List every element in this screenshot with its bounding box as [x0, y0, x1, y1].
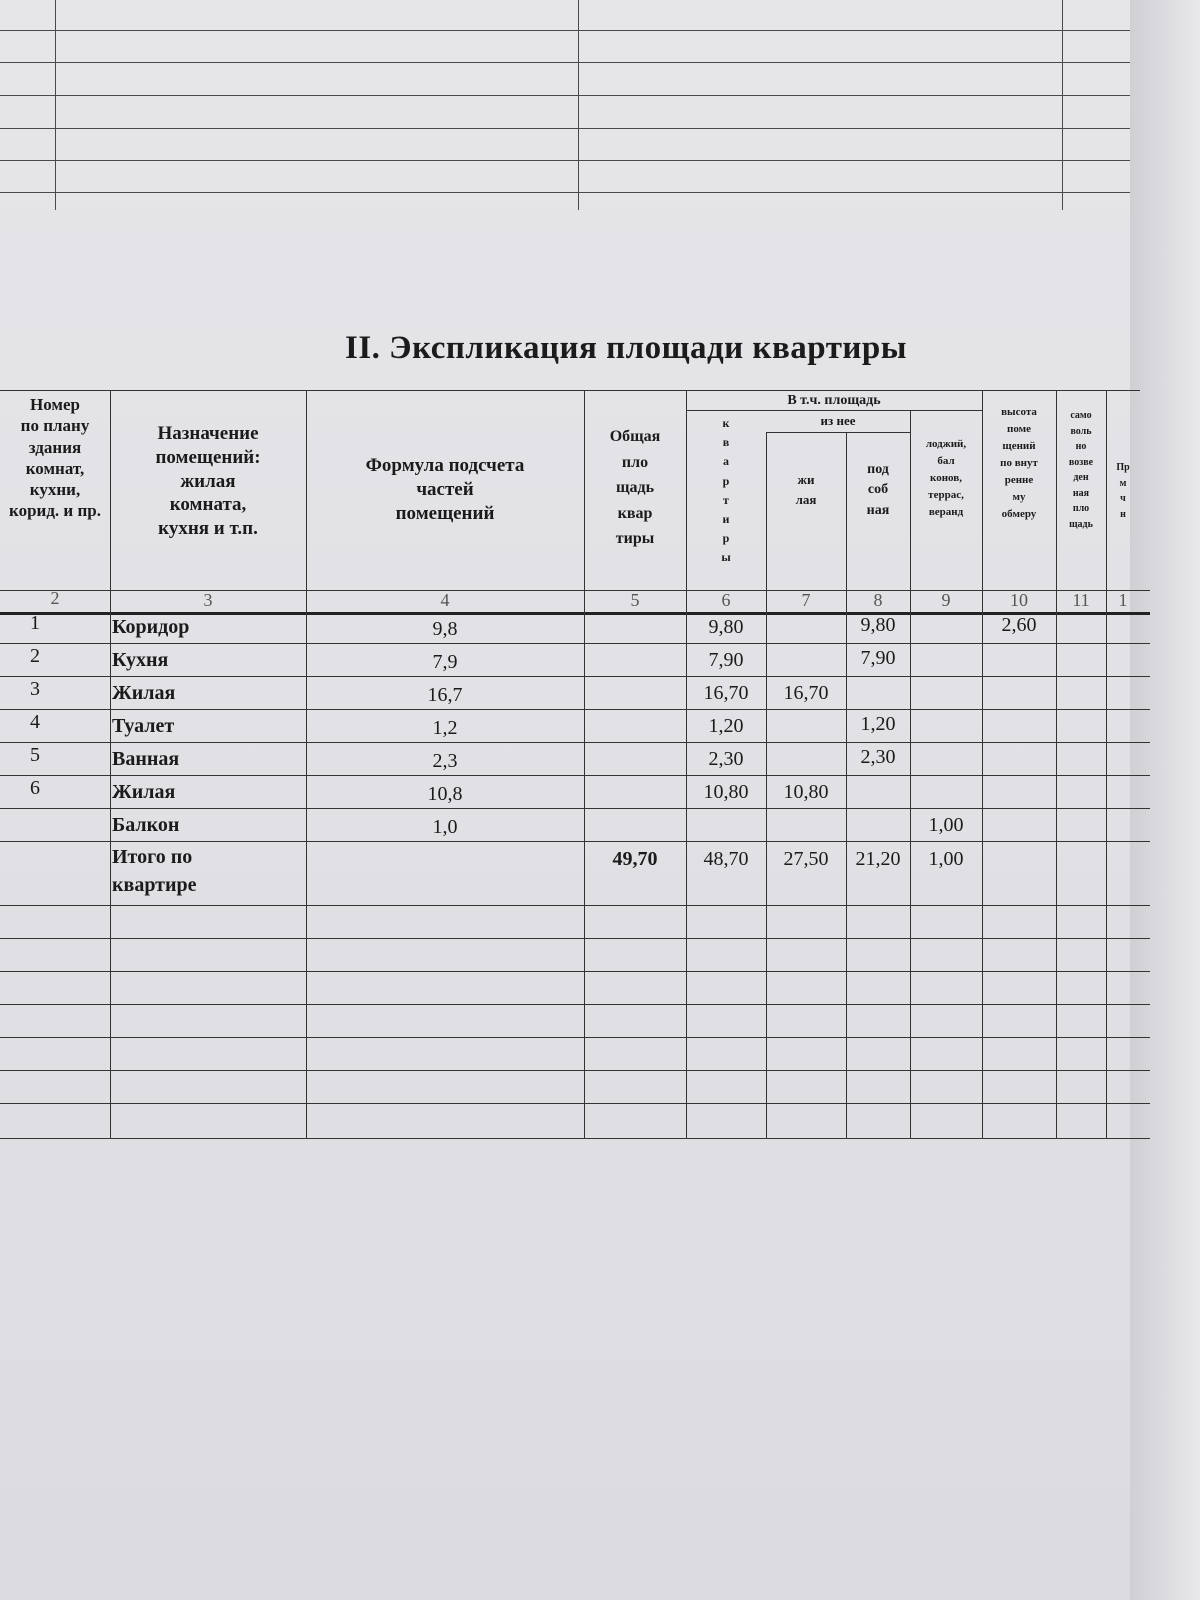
auxiliary-area: 7,90 — [860, 647, 896, 669]
header-including-area: В т.ч. площадь — [787, 393, 881, 408]
grid-line — [0, 95, 1130, 96]
balcony-area: 1,00 — [928, 814, 964, 836]
total-label-line1: Итого по — [112, 846, 193, 868]
room-formula: 1,0 — [432, 816, 458, 838]
total-apartment-area: 48,70 — [703, 848, 749, 870]
column-number: 4 — [440, 590, 450, 610]
room-name: Кухня — [112, 649, 169, 671]
room-formula: 10,8 — [427, 783, 463, 805]
room-name: Туалет — [112, 715, 175, 737]
column-number: 6 — [721, 590, 731, 610]
apartment-area: 16,70 — [703, 682, 749, 704]
room-name: Ванная — [112, 748, 180, 770]
room-name: Жилая — [112, 781, 176, 803]
previous-table-grid — [0, 0, 1130, 210]
apartment-area: 1,20 — [708, 715, 744, 737]
column-number: 3 — [203, 590, 213, 610]
grid-line — [578, 0, 579, 210]
column-number: 2 — [50, 588, 60, 608]
room-number: 5 — [30, 744, 40, 766]
header-living: жи лая — [795, 472, 817, 507]
header-total-area: Общая пло щадь квар тиры — [609, 428, 661, 548]
room-name: Коридор — [112, 616, 190, 638]
auxiliary-area: 1,20 — [860, 713, 896, 735]
auxiliary-area: 2,30 — [860, 746, 896, 768]
grid-line — [0, 30, 1130, 31]
explication-table — [0, 390, 1200, 1170]
living-area: 16,70 — [783, 682, 829, 704]
apartment-area: 9,80 — [708, 616, 744, 638]
room-number: 2 — [30, 645, 40, 667]
total-balcony-area: 1,00 — [928, 848, 964, 870]
room-number: 1 — [30, 612, 40, 634]
column-number: 10 — [1010, 590, 1028, 610]
column-number: 8 — [873, 590, 883, 610]
column-number: 11 — [1072, 590, 1090, 610]
room-formula: 2,3 — [432, 750, 458, 772]
column-number: 9 — [941, 590, 951, 610]
room-number: 4 — [30, 711, 40, 733]
room-number: 3 — [30, 678, 40, 700]
apartment-area: 10,80 — [703, 781, 749, 803]
grid-line — [0, 160, 1130, 161]
room-formula: 9,8 — [432, 618, 458, 640]
grid-line — [55, 0, 56, 210]
room-name: Балкон — [112, 814, 180, 836]
total-auxiliary-area: 21,20 — [855, 848, 901, 870]
living-area: 10,80 — [783, 781, 829, 803]
room-number: 6 — [30, 777, 40, 799]
total-label-line2: квартире — [112, 874, 197, 896]
column-number: 5 — [630, 590, 640, 610]
grid-line — [0, 128, 1130, 129]
header-balconies: лоджий, бал конов, террас, веранд — [925, 438, 967, 519]
header-of-which: из нее — [820, 413, 856, 428]
header-room-purpose: Назначение помещений: жилая комната, кухня и т.п. — [155, 423, 261, 539]
header-auxiliary: под соб ная — [866, 462, 890, 518]
header-height: высота поме щений по внут ренне му обмеру — [1000, 406, 1038, 521]
header-notes: Пр м ч н — [1116, 462, 1130, 520]
grid-line — [0, 62, 1130, 63]
grid-line — [0, 192, 1130, 193]
room-formula: 16,7 — [427, 684, 463, 706]
room-name: Жилая — [112, 682, 176, 704]
grid-line — [1062, 0, 1063, 210]
room-height: 2,60 — [1001, 614, 1037, 636]
room-formula: 1,2 — [432, 717, 458, 739]
header-apartment-vertical: к в а р т и р ы — [721, 416, 731, 565]
total-living-area: 27,50 — [783, 848, 829, 870]
header-room-number: Номер по плану здания комнат, кухни, корид. и пр. — [9, 395, 101, 521]
auxiliary-area: 9,80 — [860, 614, 896, 636]
column-number: 7 — [801, 590, 811, 610]
room-formula: 7,9 — [432, 651, 458, 673]
header-unauthorized-area: само воль но возве ден ная пло щадь — [1068, 410, 1094, 530]
apartment-area: 7,90 — [708, 649, 744, 671]
total-area: 49,70 — [612, 848, 658, 870]
apartment-area: 2,30 — [708, 748, 744, 770]
column-number: 1 — [1118, 590, 1128, 610]
page-title: II. Экспликация площади квартиры — [345, 330, 908, 366]
header-formula: Формула подсчета частей помещений — [365, 455, 525, 524]
